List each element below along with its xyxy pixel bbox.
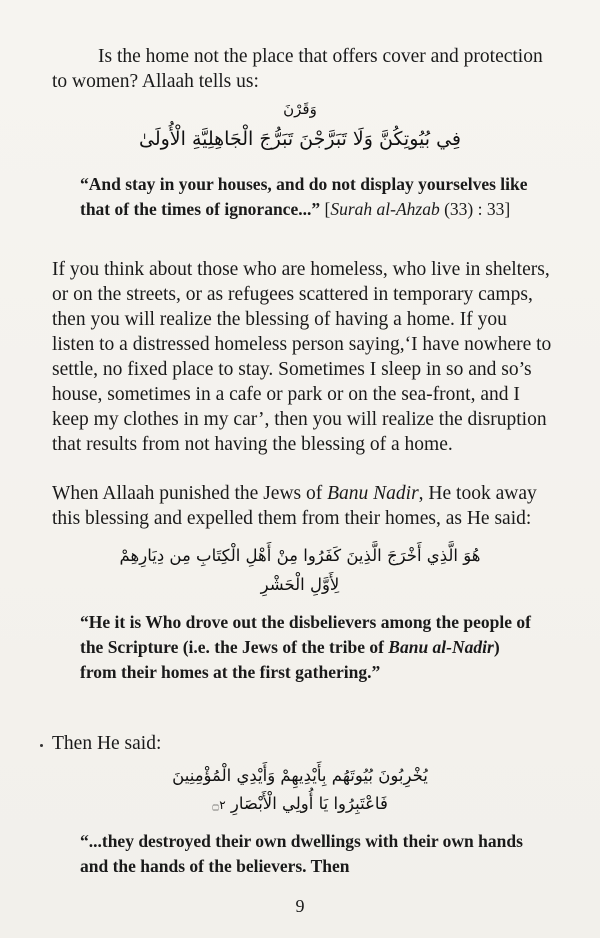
verse3-number: ٢	[219, 798, 226, 812]
verse1-arabic-main: فِي بُيُوتِكُنَّ وَلَا تَبَرَّجْنَ تَبَرُّجَ الْجَاهِلِيَّةِ الْأُولَىٰ	[139, 128, 461, 150]
paragraph3-italic: Banu Nadir	[327, 483, 419, 504]
paragraph3-text-after: , He took away this blessing and expelled them from their homes, as He said:	[52, 483, 537, 529]
citation-surah: Surah al-Ahzab	[330, 199, 440, 219]
paragraph3-text-before: When Allaah punished the Jews of	[52, 483, 328, 504]
verse1-translation-text: “And stay in your houses, and do not display yourselves like that of the times of ignorance...”	[80, 174, 528, 219]
verse1-arabic-top: وَقَرْنَ	[283, 100, 317, 118]
page-number: 9	[295, 896, 305, 916]
verse2-translation	[80, 610, 540, 685]
verse2-translation-before: “He it is Who drove out the disbelievers among the people of the Scripture (i.e. the Jews of the tribe of	[80, 612, 531, 657]
stray-mark	[40, 744, 43, 747]
verse2-translation-after: ) from their homes at the first gathering.”	[80, 637, 500, 682]
banu-nadir-paragraph	[52, 481, 552, 531]
verse1-translation	[80, 172, 540, 222]
verse3-translation-text: “...they destroyed their own dwellings with their own hands and the hands of the believers. Then	[80, 831, 523, 876]
intro-paragraph: Is the home not the place that offers cover and protection to women? Allaah tells us:	[52, 46, 543, 92]
verse2-arabic-line2: لِأَوَّلِ الْحَشْرِ	[260, 575, 340, 594]
verse3-arabic-line2	[0, 794, 600, 813]
citation-ref: (33) : 33]	[444, 199, 511, 219]
homeless-paragraph: If you think about those who are homeless, who live in shelters, or on the streets, or as refugees scattered in temporary camps, then you will realize the blessing of having a home. If you listen to a distressed homeless person saying,‘I have nowhere to settle, no fixed place to stay. Sometimes I sleep in so and so’s house, sometimes in a cafe or park or on the sea-front, and I keep my clothes in my car’, then you will realize the disruption that results from not having the blessing of a home.	[52, 259, 552, 455]
verse3-arabic-line2-text: فَاعْتَبِرُوا يَا أُولِي الْأَبْصَارِ	[230, 794, 388, 813]
verse2-arabic-line1: هُوَ الَّذِي أَخْرَجَ الَّذِينَ كَفَرُوا مِنْ أَهْلِ الْكِتَابِ مِن دِيَارِهِمْ	[119, 546, 481, 565]
verse2-translation-italic: Banu al-Nadir	[388, 637, 494, 657]
citation-bracket: [	[324, 199, 331, 219]
verse-end-marker-icon: ۝٢	[212, 798, 226, 812]
verse3-arabic-line1: يُخْرِبُونَ بُيُوتَهُم بِأَيْدِيهِمْ وَأَيْدِي الْمُؤْمِنِينَ	[172, 766, 428, 785]
then-he-said: Then He said:	[52, 733, 162, 754]
verse3-translation	[80, 829, 540, 879]
verse1-citation	[324, 199, 510, 219]
